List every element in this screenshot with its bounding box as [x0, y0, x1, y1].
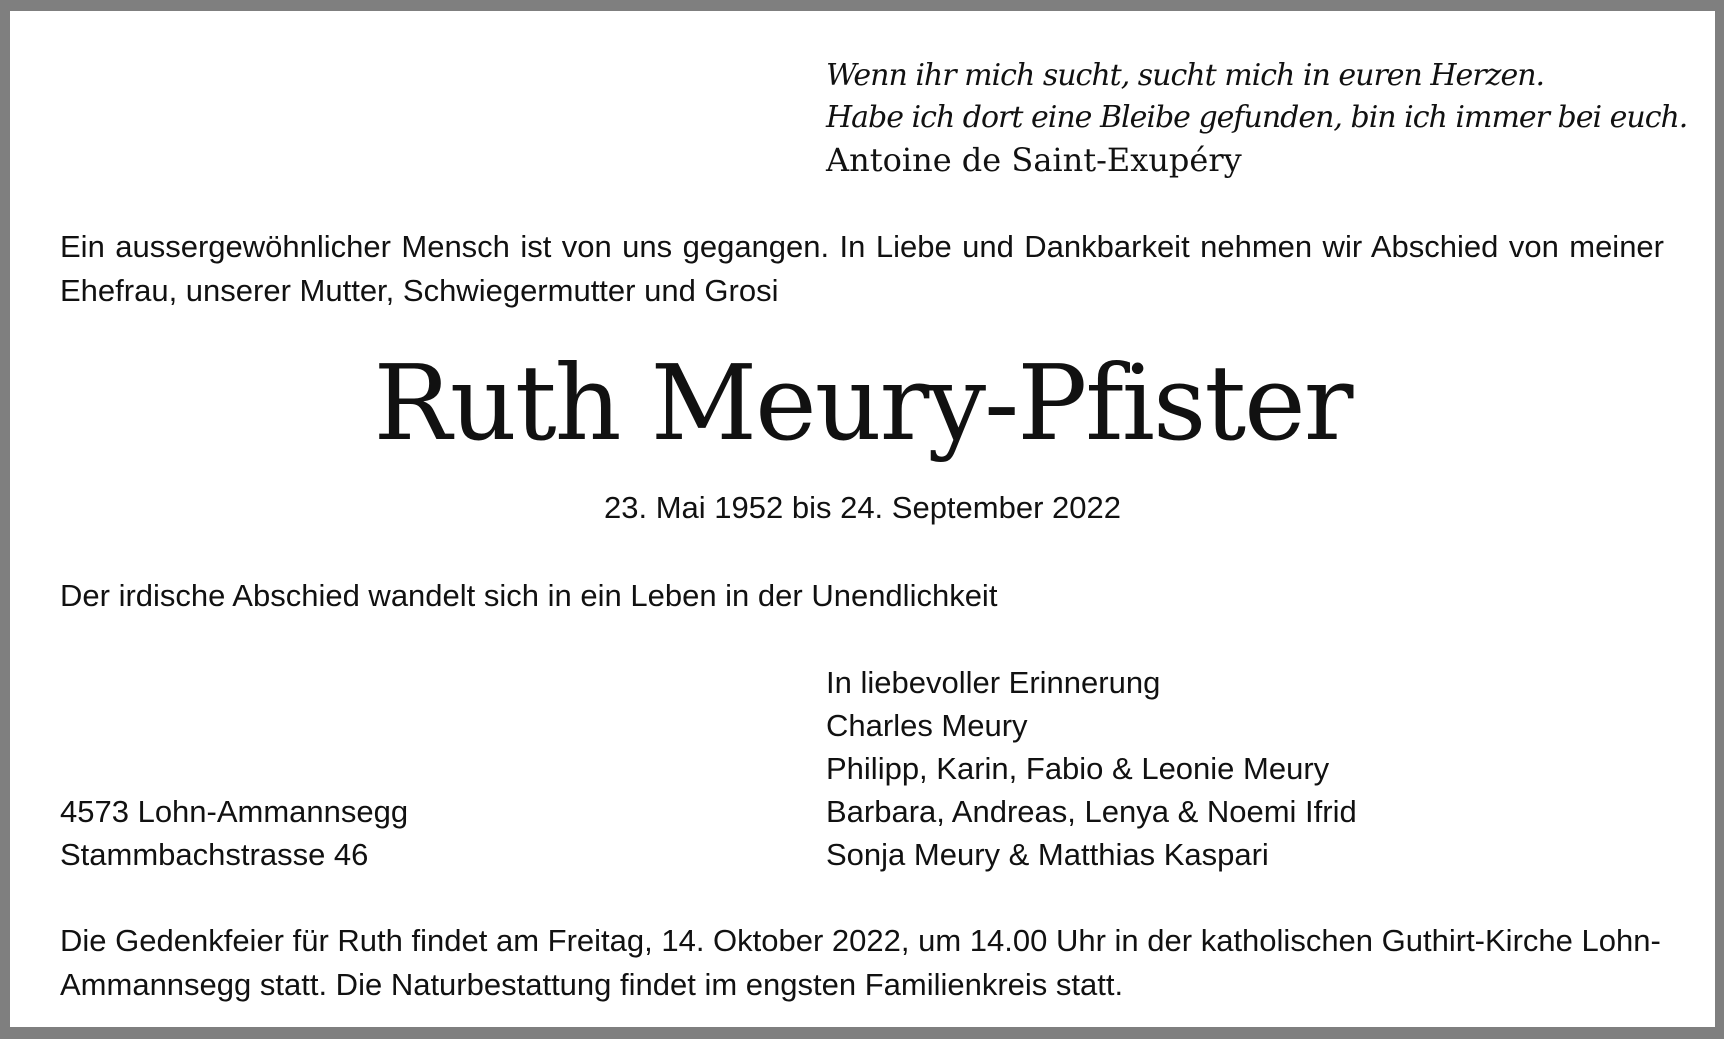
family-member: Philipp, Karin, Fabio & Leonie Meury [826, 751, 1330, 786]
family-member: Charles Meury [826, 708, 1028, 743]
family-block [826, 661, 1357, 876]
life-dates: 23. Mai 1952 bis 24. September 2022 [603, 490, 1121, 525]
quote-author: Antoine de Saint-Exupéry [826, 141, 1242, 179]
farewell-text: Der irdische Abschied wandelt sich in ein Leben in der Unendlichkeit [60, 578, 998, 613]
address-town: 4573 Lohn-Ammannsegg [60, 794, 409, 829]
ceremony-paragraph: Die Gedenkfeier für Ruth findet am Freitag, 14. Oktober 2022, um 14.00 Uhr in der katholischen Guthirt-Kirche Lohn-Ammannsegg statt. Die Naturbestattung findet im engsten Familienkreis statt. [60, 923, 1661, 1002]
obituary-notice [10, 11, 1715, 1027]
family-heading: In liebevoller Erinnerung [826, 665, 1161, 700]
quote-line-2: Habe ich dort eine Bleibe gefunden, bin ich immer bei euch. [826, 100, 1688, 135]
deceased-name: Ruth Meury-Pfister [373, 342, 1352, 464]
quote-line-1: Wenn ihr mich sucht, sucht mich in euren Herzen. [826, 58, 1545, 93]
quote-block [826, 55, 1687, 181]
family-member: Sonja Meury & Matthias Kaspari [826, 837, 1269, 872]
family-member: Barbara, Andreas, Lenya & Noemi Ifrid [826, 794, 1357, 829]
intro-paragraph: Ein aussergewöhnlicher Mensch ist von uns gegangen. In Liebe und Dankbarkeit nehmen wir Abschied von meiner Ehefrau, unserer Mutter, Schwiegermutter und Grosi [60, 229, 1664, 308]
address-block [60, 790, 408, 876]
address-street: Stammbachstrasse 46 [60, 837, 369, 872]
